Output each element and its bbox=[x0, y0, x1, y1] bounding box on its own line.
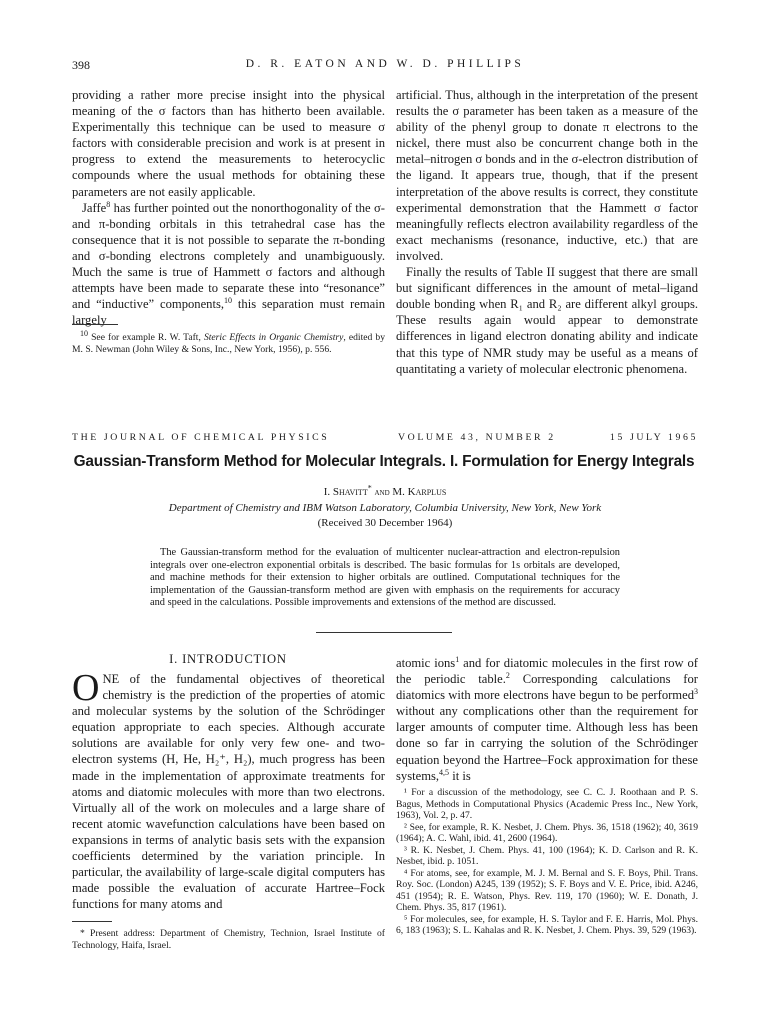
author-name: I. Shavitt bbox=[323, 486, 368, 498]
author-footnote-text: * Present address: Department of Chemistry, Technion, Israel Institute of Technology, Haifa, Israel. bbox=[72, 928, 385, 951]
separator-rule bbox=[316, 632, 452, 633]
running-header-authors: D. R. EATON AND W. D. PHILLIPS bbox=[245, 58, 525, 70]
intro-right-column bbox=[396, 655, 698, 784]
author-footnote bbox=[72, 928, 385, 951]
footnote-text: See for example R. W. Taft, bbox=[88, 332, 204, 343]
reference-mark: 2 bbox=[505, 670, 510, 680]
intro-text: without any complications other than the requirement for larger amounts of computer time. Although less has been done so far in carrying the solution of the Schrödinger equation beyond the Hartree–Fock approximation for these systems, bbox=[396, 704, 698, 783]
article-title: Gaussian-Transform Method for Molecular Integrals. I. Formulation for Energy Integrals bbox=[73, 453, 695, 470]
abstract bbox=[150, 547, 620, 610]
intro-footnotes bbox=[396, 787, 698, 937]
reference-mark: 8 bbox=[106, 199, 111, 209]
footnote-1: ¹ For a discussion of the methodology, see C. C. J. Roothaan and P. S. Bagus, Methods in Computational Physics (Academic Press Inc., New York, 1963), Vol. 2, p. 47. bbox=[396, 787, 698, 821]
author-footnote-mark: * bbox=[367, 483, 372, 493]
reference-mark: 1 bbox=[455, 654, 460, 664]
prev-left-paragraph-1: providing a rather more precise insight into the physical meaning of the σ factors than has hitherto been available. Experimentally this technique can be used to measure σ factors with considerable precision and work is at present in progress to extend the measurements to heterocyclic compounds where the usual methods for obtaining these parameters are not easily applicable. bbox=[72, 88, 385, 199]
affiliation: Department of Chemistry and IBM Watson Laboratory, Columbia University, New York, New York bbox=[168, 502, 602, 514]
footnote-4: ⁴ For atoms, see, for example, M. J. M. Bernal and S. F. Boys, Phil. Trans. Roy. Soc. (London) A245, 139 (1952); S. F. Boys and V. E. Price, ibid. A246, 451 (1954); R. E. Watson, Phys. Rev. 119, 170 (1960); W. E. Donath, J. Chem. Phys. 35, 817 (1961). bbox=[396, 867, 698, 913]
intro-text: and for diatomic molecules in the first row of the periodic table. bbox=[396, 656, 698, 687]
journal-volume: VOLUME 43, NUMBER 2 bbox=[398, 432, 556, 443]
intro-paragraph bbox=[72, 667, 385, 912]
reference-mark: 3 bbox=[694, 687, 698, 696]
footnote-3: ³ R. K. Nesbet, J. Chem. Phys. 41, 100 (1964); K. D. Carlson and R. K. Nesbet, ibid. p. 1051. bbox=[396, 844, 698, 867]
para-text: this separation must remain largely bbox=[72, 297, 385, 328]
intro-left-column bbox=[72, 667, 385, 912]
journal-date: 15 JULY 1965 bbox=[609, 432, 698, 443]
footnote-book-title: Steric Effects in Organic Chemistry bbox=[203, 332, 344, 343]
running-header bbox=[72, 58, 698, 78]
prev-right-paragraph-1: artificial. Thus, although in the interpretation of the present results the σ parameter has been taken as a measure of the ability of the phenyl group to donate π electrons to the nickel, there must also be concurrent change both in the metal–nitrogen σ bonds and in the σ-electron distribution of the ligand. It appears true, though, that if the present interpretation of the above results is correct, they constitute experimental demonstration that the Hammett σ factor meaningfully reflects electron availability regardless of the exact mechanisms (resonance, inductive, etc.) that are involved. bbox=[396, 88, 698, 263]
para-text: Jaffe bbox=[82, 200, 107, 215]
drop-cap: O bbox=[72, 667, 100, 709]
received-date: (Received 30 December 1964) bbox=[317, 517, 453, 529]
intro-text: Corresponding calculations for diatomics with more electrons have begun to be performed bbox=[396, 672, 698, 703]
footnote-2: ² See, for example, R. K. Nesbet, J. Chem. Phys. 36, 1518 (1962); 40, 3619 (1964); A. C. Wahl, ibid. 41, 2600 (1964). bbox=[396, 821, 698, 844]
byline-and: and bbox=[374, 487, 390, 498]
intro-text: NE of the fundamental objectives of theoretical chemistry is the prediction of the properties of atomic and molecular systems by the solution of the Schrödinger equation appropriate to each species. Although accurate solutions are available for only very few one- and two-electron systems (H, He, H₂⁺, H₂), much progress has been made in the implementation of approximate treatments for atoms and diatomic molecules with more than two electrons. Virtually all of the work on molecules and a large share of recent atomic wavefunction calculations have been based on expansions in terms of analytic basis sets with the expansion coefficients determined by the variation principle. In particular, the availability of large-scale digital computers has made possible the evaluation of accurate Hartree–Fock functions for many atoms and bbox=[72, 672, 385, 912]
article-byline bbox=[72, 483, 698, 498]
author-name: M. Karplus bbox=[392, 486, 447, 498]
footnote-text: , edited by M. S. Newman (John Wiley & Sons, Inc., New York, 1956), p. 556. bbox=[72, 332, 385, 355]
page-number: 398 bbox=[72, 58, 90, 72]
reference-mark: 10 bbox=[224, 296, 233, 306]
prev-left-paragraph-2 bbox=[72, 200, 385, 329]
footnote-5: ⁵ For molecules, see, for example, H. S. Taylor and F. E. Harris, Mol. Phys. 6, 183 (1963); S. L. Kahalas and R. K. Nesbet, J. Chem. Phys. 39, 529 (1963). bbox=[396, 913, 698, 936]
reference-mark: 4,5 bbox=[439, 767, 450, 777]
footnote-number: 10 bbox=[80, 328, 88, 338]
prev-article-right-column bbox=[396, 87, 698, 377]
intro-text: atomic ions bbox=[396, 656, 456, 670]
intro-right-paragraph bbox=[396, 655, 698, 784]
prev-article-footnote bbox=[72, 328, 385, 355]
abstract-text: The Gaussian-transform method for the evaluation of multicenter nuclear-attraction and electron-repulsion integrals over one-electron exponential orbitals is described. The basic formulas for 1s orbitals are developed, and machine methods for their extension to higher orbitals are outlined. Computational techniques for the implementation of the Gaussian-transform method are given with emphasis on the requirements for accuracy and speed in the calculations. Possible improvements and extensions of the method are discussed. bbox=[150, 547, 620, 609]
prev-article-left-column bbox=[72, 87, 385, 328]
footnote-rule bbox=[72, 921, 112, 922]
para-text: has further pointed out the nonorthogonality of the σ- and π-bonding orbitals in this tetrahedral case has the consequence that it is not possible to separate the π-bonding and σ-bonding electrons completely and unambiguously. Much the same is true of Hammett σ factors and although attempts have been made to separate these into “resonance” and “inductive” components, bbox=[72, 200, 385, 312]
intro-text: it is bbox=[449, 768, 471, 783]
footnote-rule bbox=[72, 324, 118, 325]
journal-name: THE JOURNAL OF CHEMICAL PHYSICS bbox=[72, 432, 330, 443]
prev-right-paragraph-2: Finally the results of Table II suggest that there are small but significant differences in the amount of metal–ligand double bonding when R₁ and R₂ are different alkyl groups. These results again would appear to demonstrate differences in ligand electron donating ability and indicate that this type of NMR study may be useful as a means of quantitating a variety of molecular electronic phenomena. bbox=[396, 265, 698, 376]
section-heading: I. INTRODUCTION bbox=[169, 652, 287, 666]
